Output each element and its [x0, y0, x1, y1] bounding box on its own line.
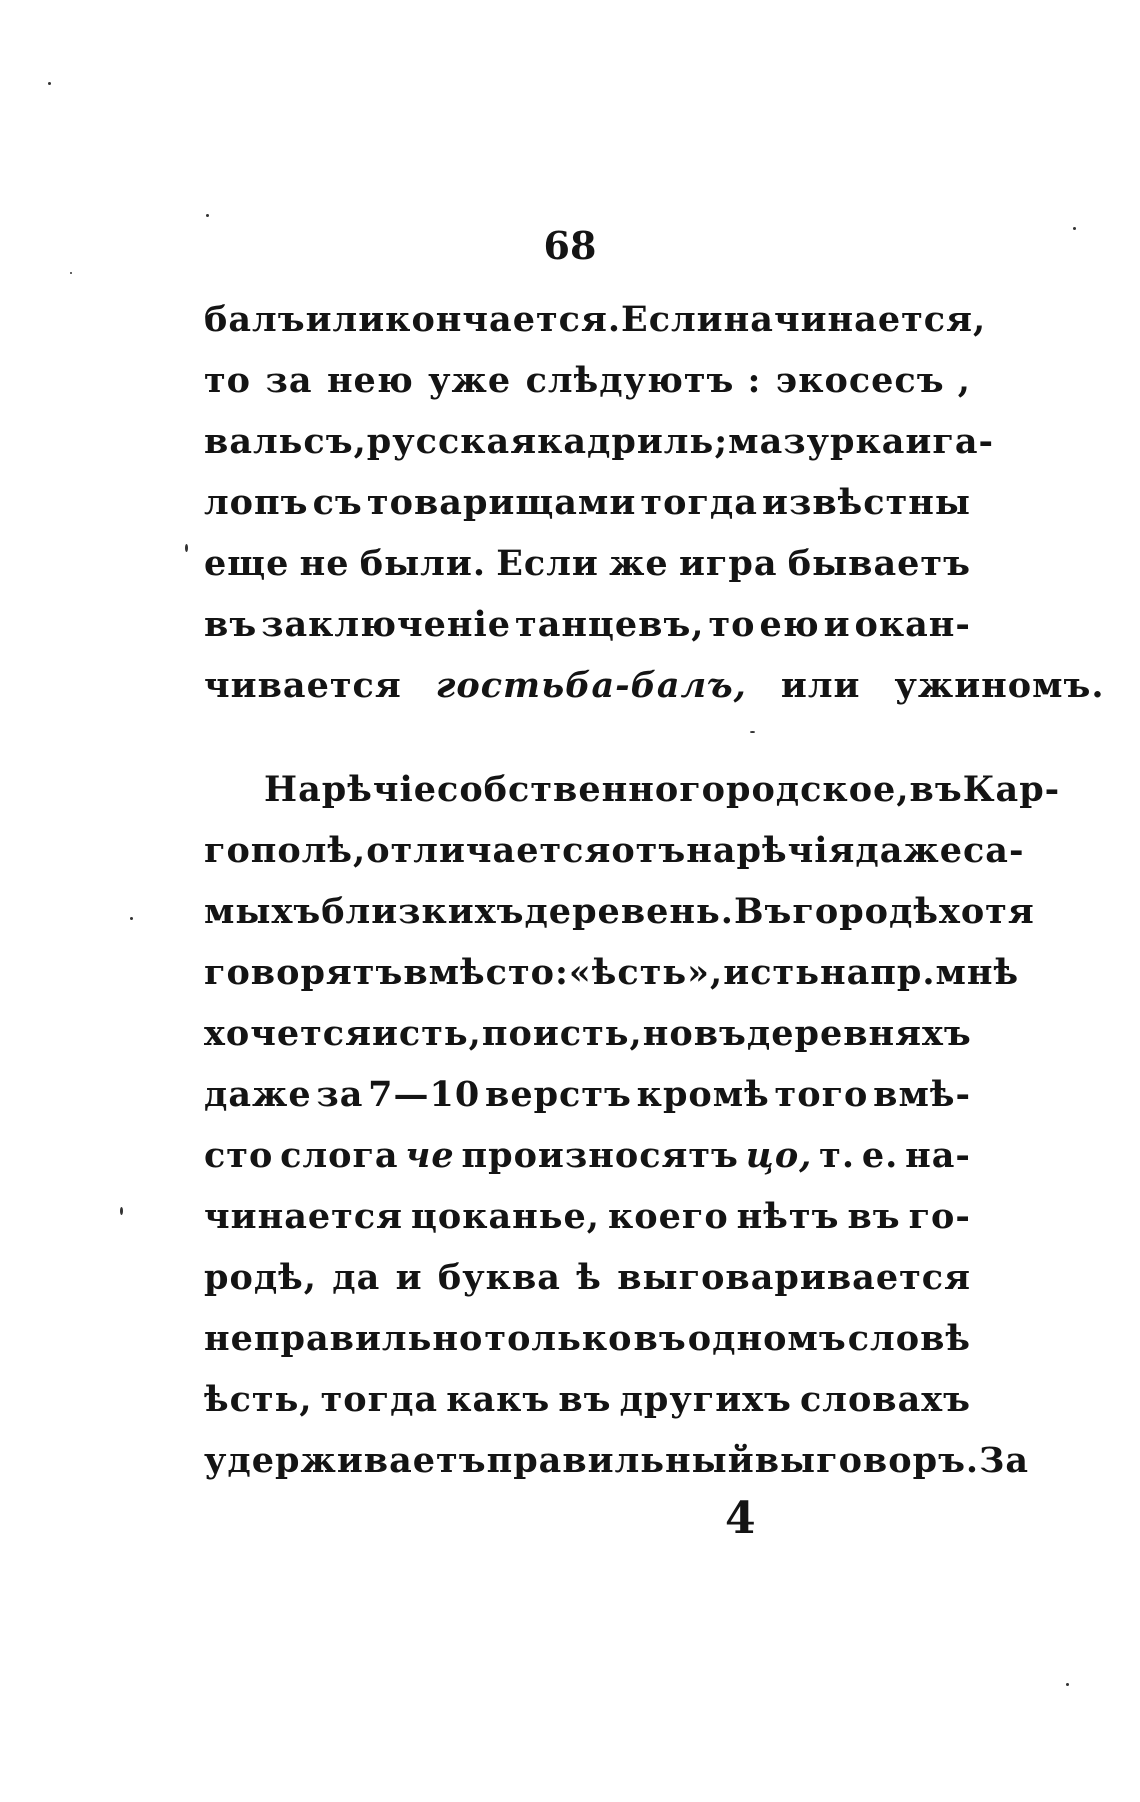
word: да — [332, 1257, 381, 1298]
word: въ — [693, 1013, 747, 1054]
word: За — [979, 1440, 1030, 1481]
word: въ — [633, 1318, 687, 1359]
word: ею — [759, 604, 820, 645]
text-line — [204, 290, 987, 350]
word: Кар- — [962, 769, 1061, 810]
word: словѣ — [847, 1318, 971, 1359]
word: хотя — [938, 891, 1035, 932]
word: собственно — [437, 769, 680, 810]
word: т. — [819, 1135, 856, 1176]
text-line — [204, 534, 971, 594]
word: Нарѣчіе — [264, 769, 438, 810]
word: за — [316, 1074, 364, 1115]
word: тогда — [320, 1379, 439, 1420]
scan-speck — [750, 731, 755, 733]
word: буква — [437, 1257, 561, 1298]
word: отличается — [366, 830, 612, 871]
word: произносятъ — [461, 1135, 739, 1176]
word: кончается. — [385, 299, 622, 340]
word: то — [708, 604, 756, 645]
text-line — [204, 1248, 971, 1308]
word: бываетъ — [787, 543, 971, 584]
text-line — [204, 1065, 971, 1125]
word: даже — [855, 830, 963, 871]
word: мнѣ — [935, 952, 1020, 993]
text-line — [204, 1370, 971, 1430]
word: въ — [204, 604, 258, 645]
italic-word: че — [405, 1135, 455, 1176]
word: чивается — [204, 665, 402, 706]
word: отъ — [611, 830, 687, 871]
word: не — [299, 543, 350, 584]
word: вмѣсто: — [403, 952, 569, 993]
word: балъ — [204, 299, 306, 340]
scan-speck — [120, 1207, 123, 1215]
word: исть — [723, 952, 820, 993]
scan-speck — [206, 214, 209, 217]
word: гополѣ, — [204, 830, 367, 871]
word: деревень. — [524, 891, 734, 932]
word: городское, — [679, 769, 910, 810]
word: нѣтъ — [736, 1196, 840, 1237]
word: экосесъ , — [775, 360, 971, 401]
text-line — [204, 656, 1105, 716]
scan-speck — [1066, 1683, 1069, 1686]
word: ѣ — [576, 1257, 602, 1298]
word: но — [642, 1013, 694, 1054]
scan-speck — [185, 544, 188, 552]
word: словахъ — [799, 1379, 971, 1420]
word: нею — [326, 360, 414, 401]
text-line — [264, 760, 1061, 820]
word: и — [905, 421, 933, 462]
word: были. — [359, 543, 487, 584]
text-line — [204, 473, 971, 533]
word: чинается — [204, 1196, 403, 1237]
word: нарѣчія — [686, 830, 856, 871]
word: же — [609, 543, 669, 584]
word: сто — [204, 1135, 274, 1176]
word: начинается, — [723, 299, 987, 340]
word: «ѣсть», — [568, 952, 724, 993]
word: того — [774, 1074, 869, 1115]
scan-speck — [1073, 227, 1076, 230]
word: танцевъ, — [515, 604, 705, 645]
word: неправильно — [204, 1318, 484, 1359]
word: исть, — [371, 1013, 482, 1054]
italic-word: цо, — [745, 1135, 813, 1176]
word: другихъ — [619, 1379, 792, 1420]
text-line — [204, 1187, 971, 1247]
scan-speck — [70, 272, 72, 274]
word: лопъ — [204, 482, 309, 523]
word: даже — [204, 1074, 312, 1115]
word: поисть, — [481, 1013, 643, 1054]
text-line — [204, 1309, 971, 1369]
word: за — [265, 360, 313, 401]
text-line — [204, 821, 1025, 881]
word: мазурка — [728, 421, 906, 462]
word: въ — [909, 769, 963, 810]
word: са- — [963, 830, 1025, 871]
word: въ — [847, 1196, 901, 1237]
word: правильный — [486, 1440, 755, 1481]
word: одномъ — [687, 1318, 847, 1359]
word: кадриль; — [537, 421, 729, 462]
word: вальсъ, — [204, 421, 367, 462]
word: верстъ — [485, 1074, 632, 1115]
word: тогда — [640, 482, 758, 523]
word: близкихъ — [321, 891, 525, 932]
word: еще — [204, 543, 290, 584]
word: 7—10 — [368, 1074, 481, 1115]
word: заключеніе — [261, 604, 512, 645]
word: въ — [558, 1379, 612, 1420]
word: кромѣ — [636, 1074, 770, 1115]
word: го- — [908, 1196, 971, 1237]
word: слѣдуютъ : — [525, 360, 762, 401]
word: деревняхъ — [746, 1013, 972, 1054]
word: мыхъ — [204, 891, 322, 932]
word: цоканье, — [411, 1196, 600, 1237]
scan-speck — [48, 82, 51, 85]
word: коего — [607, 1196, 729, 1237]
word: напр. — [819, 952, 936, 993]
scan-speck — [130, 917, 133, 920]
word: то — [204, 360, 252, 401]
word: ужиномъ. — [894, 665, 1105, 706]
word: ѣсть, — [204, 1379, 313, 1420]
word: слога — [280, 1135, 399, 1176]
word: городѣ — [792, 891, 939, 932]
word: уже — [428, 360, 512, 401]
word: Если — [621, 299, 724, 340]
text-line — [204, 1126, 971, 1186]
word: вмѣ- — [873, 1074, 971, 1115]
word: Въ — [733, 891, 793, 932]
word: родѣ, — [204, 1257, 317, 1298]
word: только — [484, 1318, 633, 1359]
word: русская — [366, 421, 538, 462]
word: какъ — [446, 1379, 551, 1420]
word: Если — [496, 543, 599, 584]
word: окан- — [854, 604, 971, 645]
word: выговоръ. — [754, 1440, 980, 1481]
word: е. — [861, 1135, 899, 1176]
text-line — [204, 943, 1020, 1003]
word: га- — [932, 421, 995, 462]
word: выговаривается — [617, 1257, 971, 1298]
word: съ — [312, 482, 363, 523]
word: или — [780, 665, 861, 706]
word: или — [305, 299, 386, 340]
word: удерживаетъ — [204, 1440, 487, 1481]
word: игра — [678, 543, 778, 584]
word: и — [395, 1257, 423, 1298]
word: хочется — [204, 1013, 372, 1054]
text-line — [204, 1431, 1030, 1491]
text-line — [204, 1004, 971, 1064]
italic-phrase: гостьба-балъ, — [435, 665, 747, 706]
signature-mark: 4 — [725, 1493, 756, 1544]
word: говорятъ — [204, 952, 404, 993]
word: и — [823, 604, 851, 645]
word: извѣстны — [762, 482, 971, 523]
word: на- — [905, 1135, 971, 1176]
page-number: 68 — [543, 223, 597, 268]
word: товарищами — [366, 482, 637, 523]
text-line — [204, 882, 1035, 942]
text-line — [204, 595, 971, 655]
text-line — [204, 351, 971, 411]
text-line — [204, 412, 995, 472]
